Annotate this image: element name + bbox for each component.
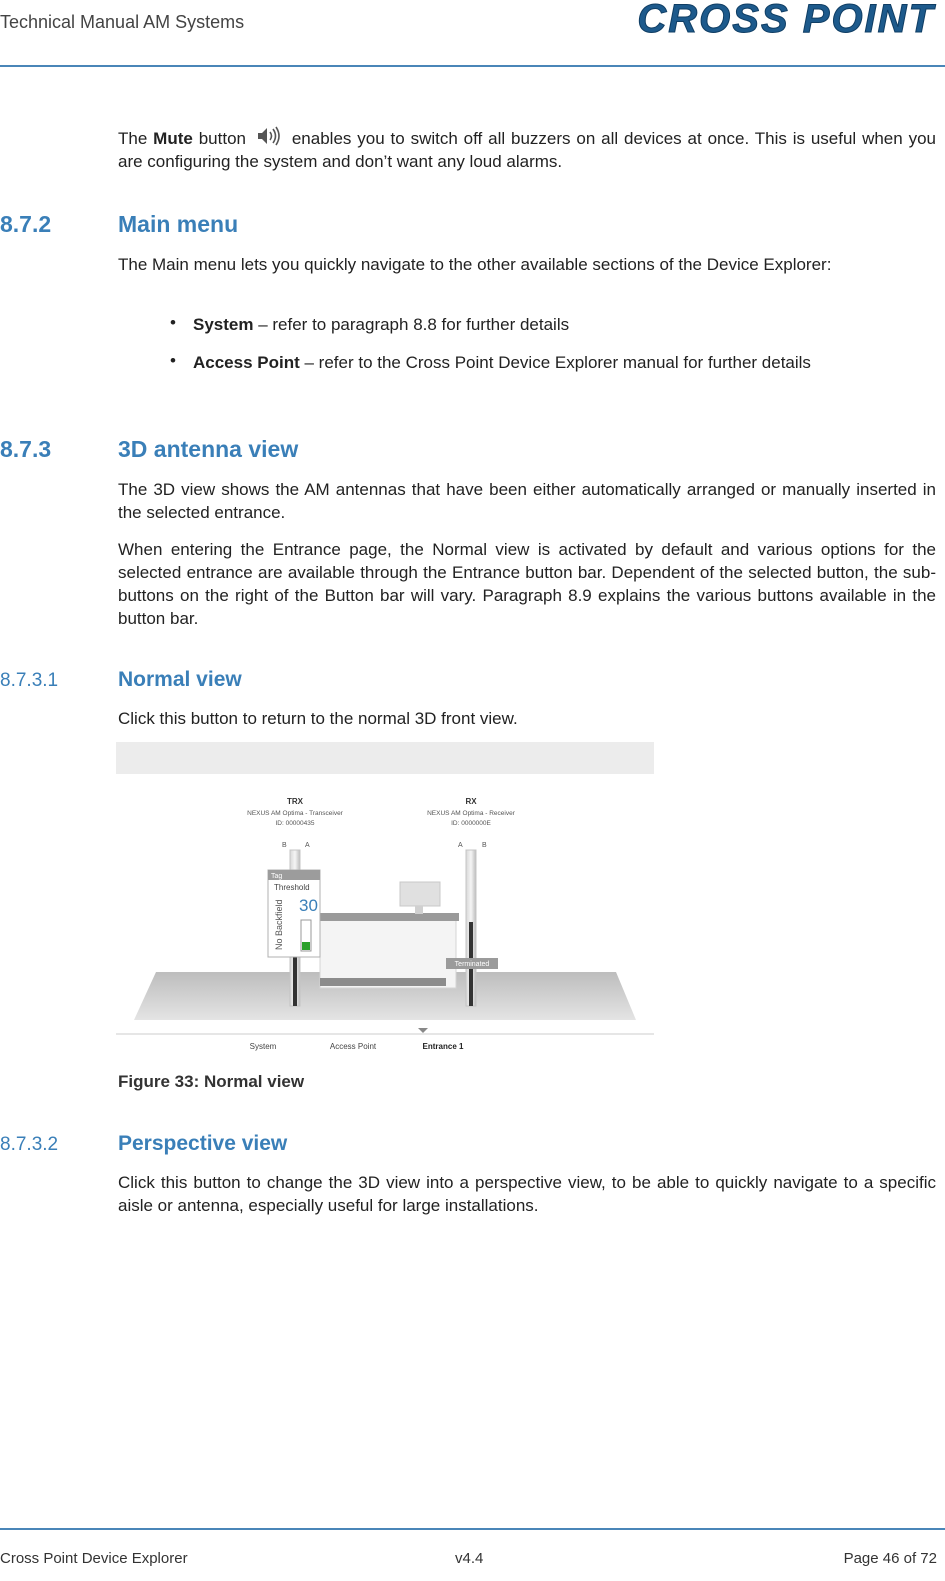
counter-desk [320, 920, 456, 988]
section-872-title: Main menu [118, 211, 239, 237]
cross-point-logo [609, 0, 939, 40]
section-8731-title: Normal view [118, 668, 242, 691]
antenna-side-a1: A [305, 842, 310, 849]
section-873-body-1: The 3D view shows the AM antennas that have been either automatically arranged or manually inserted in the selected entrance. [118, 480, 936, 522]
bullet-marker: • [170, 313, 176, 332]
section-873-body-2: When entering the Entrance page, the Normal view is activated by default and various options for the selected entrance are available through the Entrance button bar. Dependent of the selected button, the sub-buttons on the right of the Button bar will vary. Paragraph 8.9 explains the various buttons available in the button bar. [118, 540, 936, 628]
footer-version: v4.4 [455, 1550, 484, 1567]
bullet-access-point: Access Point – refer to the Cross Point Device Explorer manual for further details [193, 353, 811, 372]
mute-term: Mute [153, 129, 193, 148]
footer-product: Cross Point Device Explorer [0, 1550, 188, 1567]
trx-id: ID: 00000435 [275, 820, 315, 827]
trx-model: NEXUS AM Optima - Transceiver [247, 810, 343, 817]
section-8731-number: 8.7.3.1 [0, 670, 59, 691]
threshold-label: Threshold [274, 883, 310, 892]
rx-id: ID: 0000000E [451, 820, 491, 827]
intro-paragraph [118, 126, 936, 173]
logo-text: CROSS POINT [637, 0, 935, 40]
section-873-title: 3D antenna view [118, 436, 299, 462]
rx-model: NEXUS AM Optima - Receiver [427, 810, 515, 817]
page-header [0, 0, 945, 66]
section-873-number: 8.7.3 [0, 436, 52, 462]
intro-suffix: enables you to switch off all buzzers on all devices at once. This is useful when you are configuring the system and don’t want any loud alarms. [118, 129, 936, 171]
bullet-marker: • [170, 351, 176, 370]
nav-entrance[interactable]: Entrance 1 [422, 1042, 464, 1051]
section-8732-title: Perspective view [118, 1132, 288, 1155]
nav-access-point[interactable]: Access Point [329, 1042, 377, 1051]
active-nav-marker [418, 1028, 428, 1033]
antenna-side-b2: B [482, 842, 487, 849]
nav-system[interactable]: System [249, 1042, 277, 1051]
section-872-number: 8.7.2 [0, 211, 52, 237]
section-8732-body: Click this button to change the 3D view into a perspective view, to be able to quickly navigate to a specific aisle or antenna, especially useful for large installations. [118, 1173, 936, 1215]
normal-view-screenshot [116, 742, 654, 1056]
backfield-label: No Backfield [274, 899, 284, 950]
footer-divider [0, 1528, 945, 1530]
figure-caption: Figure 33: Normal view [118, 1072, 305, 1091]
intro-prefix: The [118, 129, 154, 148]
intro-after-bold: button [192, 129, 246, 148]
section-8731-body: Click this button to return to the normal 3D front view. [118, 709, 518, 728]
speaker-mute-icon [256, 126, 282, 146]
footer-page-number: Page 46 of 72 [843, 1550, 937, 1567]
section-8732-number: 8.7.3.2 [0, 1134, 59, 1155]
antenna-side-b1: B [282, 842, 287, 849]
header-divider [0, 65, 945, 67]
document-title: Technical Manual AM Systems [0, 12, 245, 32]
antenna-side-a2: A [458, 842, 463, 849]
tag-label: Tag [271, 873, 283, 880]
normal-view-figure [116, 742, 654, 1056]
trx-title: TRX [287, 797, 303, 806]
monitor [400, 882, 440, 906]
signal-meter-fill [302, 942, 310, 950]
figure-toolbar [116, 742, 654, 774]
rx-title: RX [465, 797, 477, 806]
terminated-label: Terminated [454, 961, 490, 968]
section-872-body: The Main menu lets you quickly navigate to the other available sections of the Device Explorer: [118, 255, 832, 274]
bullet-system: System – refer to paragraph 8.8 for further details [193, 315, 570, 334]
threshold-value: 30 [299, 896, 318, 915]
